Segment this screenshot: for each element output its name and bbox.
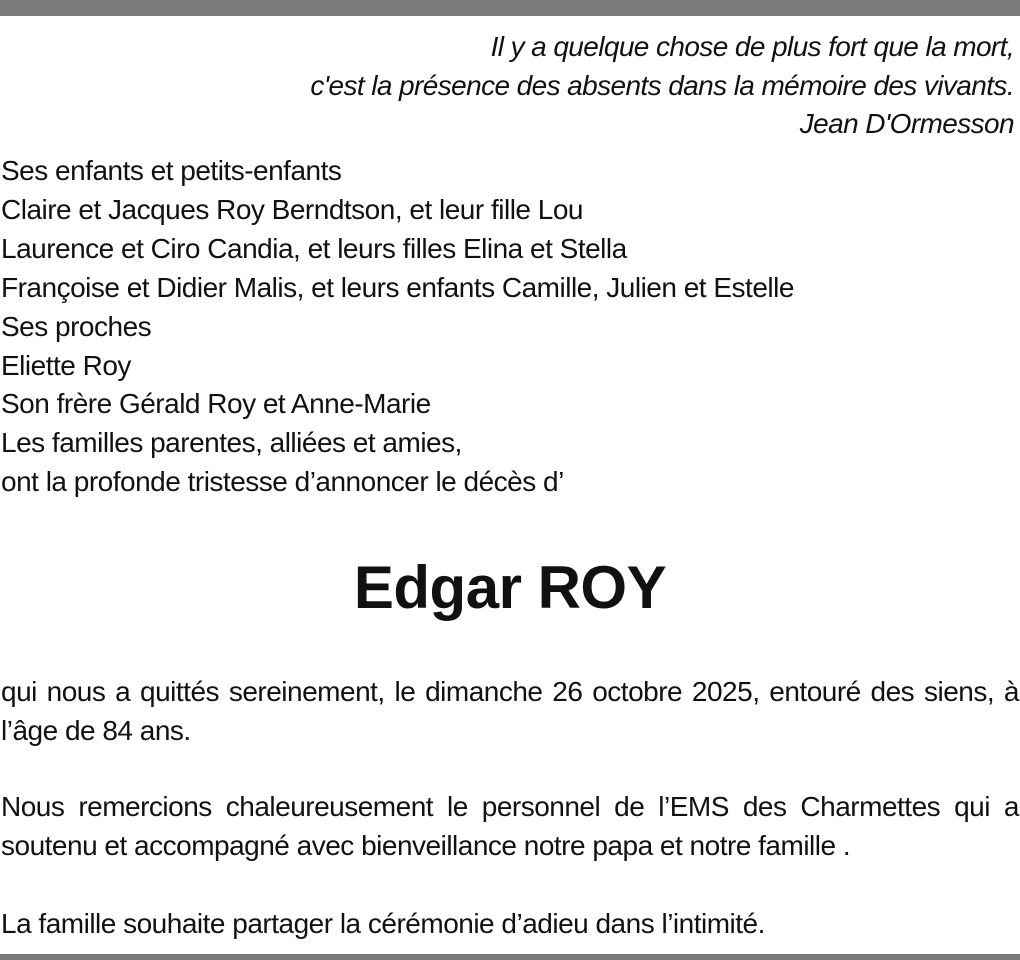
family-line: ont la profonde tristesse d’annoncer le décès d’ [1, 466, 564, 498]
top-border-rule [0, 0, 1020, 16]
ceremony-paragraph: La famille souhaite partager la cérémonie d’adieu dans l’intimité. [1, 908, 765, 939]
death-notice-paragraph: qui nous a quittés sereinement, le dimanche 26 octobre 2025, entouré des siens, à l’âge de 84 ans. [1, 676, 1019, 746]
family-line: Françoise et Didier Malis, et leurs enfants Camille, Julien et Estelle [1, 271, 794, 303]
epigraph-line: c'est la présence des absents dans la mémoire des vivants. [310, 69, 1014, 101]
family-line: Ses proches [1, 310, 152, 342]
family-line: Laurence et Ciro Candia, et leurs filles Elina et Stella [1, 232, 627, 264]
thanks-paragraph: Nous remercions chaleureusement le personnel de l’EMS des Charmettes qui a soutenu et accompagné avec bienveillance notre papa et notre famille . [1, 791, 1019, 861]
family-line: Son frère Gérald Roy et Anne-Marie [1, 388, 431, 420]
epigraph-line: Il y a quelque chose de plus fort que la mort, [490, 31, 1014, 62]
family-line: Eliette Roy [1, 349, 131, 381]
epigraph-quote [114, 28, 1014, 144]
family-list [1, 152, 1016, 502]
deceased-name: Edgar ROY [353, 554, 667, 621]
family-line: Les familles parentes, alliées et amies, [1, 427, 462, 459]
epigraph-author: Jean D'Ormesson [799, 108, 1014, 139]
family-line: Ses enfants et petits-enfants [1, 155, 342, 186]
family-line: Claire et Jacques Roy Berndtson, et leur fille Lou [1, 193, 583, 225]
bottom-border-rule [0, 954, 1020, 960]
